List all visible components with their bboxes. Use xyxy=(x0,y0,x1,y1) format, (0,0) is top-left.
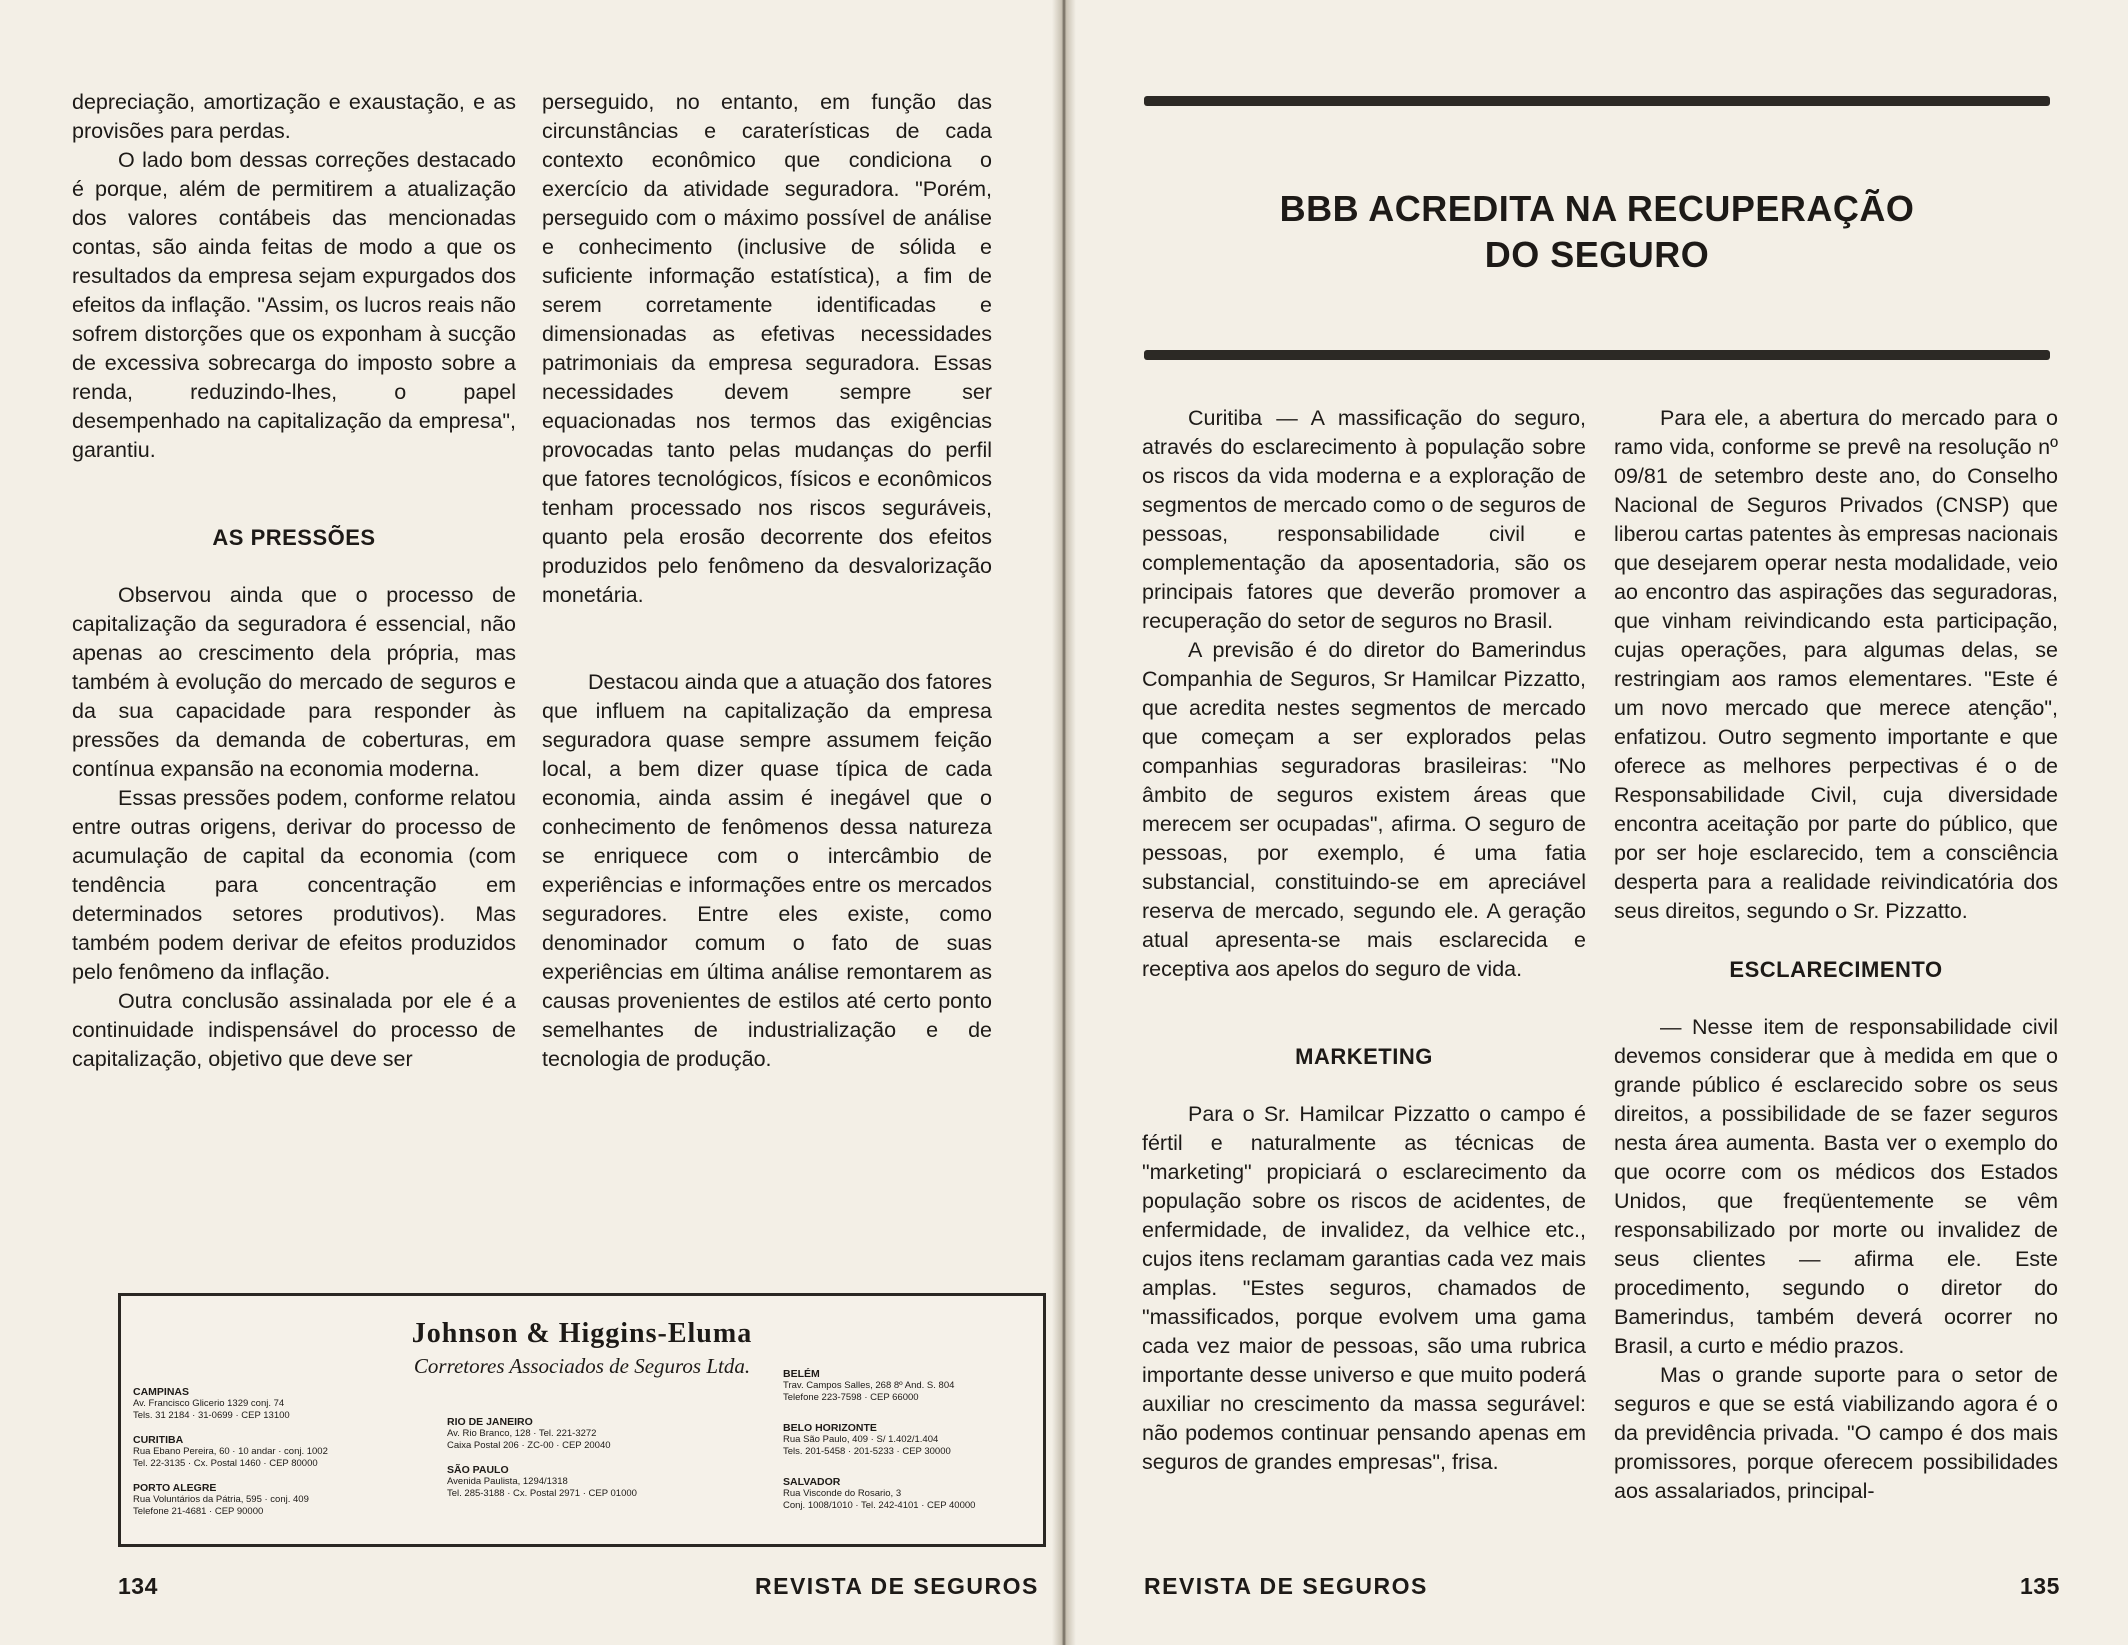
title-rule-top xyxy=(1144,96,2050,106)
book-gutter xyxy=(1052,0,1076,1645)
paragraph: Essas pressões podem, conforme relatou entre outras origens, derivar do processo de acumulação de capital da economia (com tendência para concentração em determinados setores produtivos). Mas também podem derivar de efeitos produzidos pelo fenômeno da inflação. xyxy=(72,786,516,984)
office-address: BELO HORIZONTE Rua São Paulo, 409 · S/ 1.402/1.404 Tels. 201-5458 · 201-5233 · CEP 30000 xyxy=(783,1422,951,1457)
left-column-2 xyxy=(542,88,992,1074)
office-address: RIO DE JANEIRO Av. Rio Branco, 128 · Tel. 221-3272 Caixa Postal 206 · ZC-00 · CEP 20040 xyxy=(447,1416,611,1451)
right-column-2 xyxy=(1614,404,2058,1506)
advertisement-box xyxy=(118,1293,1046,1547)
section-heading-esclarecimento: ESCLARECIMENTO xyxy=(1729,957,1943,982)
paragraph: A previsão é do diretor do Bamerindus Companhia de Seguros, Sr Hamilcar Pizzatto, que acredita nestes segmentos de mercado que começam a ser explorados pelas companhias seguradoras brasileiras: "No âmbito de seguros existem áreas que merecem ser ocupadas", afirma. O seguro de pessoas, por exemplo, é uma fatia substancial, constituindo-se em apreciável reserva de mercado, segundo ele. A geração atual apresenta-se mais esclarecida e receptiva aos apelos do seguro de vida. xyxy=(1142,638,1586,981)
paragraph: O lado bom dessas correções destacado é porque, além de permitirem a atualização dos valores contábeis das mencionadas contas, são ainda feitas de modo a que os resultados da empresa sejam expurgados dos efeitos da inflação. "Assim, os lucros reais não sofrem distorções que os exponham à sucção de excessiva sobrecarga do imposto sobre a renda, reduzindo-lhes, o papel desempenhado na capitalização da empresa", garantiu. xyxy=(72,148,516,462)
magazine-name-left: REVISTA DE SEGUROS xyxy=(755,1573,1039,1599)
paragraph: Mas o grande suporte para o setor de seguros e que se está viabilizando agora é o da previdência privada. "O campo é dos mais promissores, porque oferecem possibilidades aos assalariados, principal- xyxy=(1614,1363,2058,1503)
paragraph: Observou ainda que o processo de capitalização da seguradora é essencial, não apenas ao crescimento dela própria, mas também à evolução do mercado de seguros e da sua capacidade para responder às pressões da demanda de coberturas, em contínua expansão na economia moderna. xyxy=(72,583,516,781)
paragraph: Para ele, a abertura do mercado para o ramo vida, conforme se prevê na resolução nº 09/81 de setembro deste ano, do Conselho Nacional de Seguros Privados (CNSP) que liberou cartas patentes às empresas nacionais que desejarem operar nesta modalidade, veio ao encontro das aspirações das seguradoras, que vinham reivindicando esta participação, cujas operações, para algumas delas, se restringiam aos ramos elementares. "Este é um novo mercado que merece atenção", enfatizou. Outro segmento importante e que oferece as melhores perpectivas é o de Responsabilidade Civil, cuja diversidade encontra aceitação por parte do público, que por ser hoje esclarecido, tem a consciência desperta para a realidade reivindicatória dos seus direitos, segundo o Sr. Pizzatto. xyxy=(1614,406,2058,923)
paragraph: Destacou ainda que a atuação dos fatores que influem na capitalização da empresa seguradora quase sempre assumem feição local, a bem dizer quase típica de cada economia, ainda assim é inegável que o conhecimento de fenômenos dessa natureza se enriquece com o intercâmbio de experiências e informações entre os mercados seguradores. Entre eles existe, como denominador comum o fato de suas experiências em última análise remontarem as causas provenientes de estilos até certo ponto semelhantes de industrialização e de tecnologia de produção. xyxy=(542,670,993,1071)
section-heading-marketing: MARKETING xyxy=(1295,1044,1433,1069)
page-number-right: 135 xyxy=(2020,1573,2060,1599)
paragraph: Para o Sr. Hamilcar Pizzatto o campo é fértil e naturalmente as técnicas de "marketing" propiciará o esclarecimento da população sobre os riscos de acidentes, de enfermidade, de invalidez, da velhice etc., cujos itens reclamam garantias cada vez mais amplas. "Estes seguros, chamados de "massificados, porque evolvem uma gama cada vez maior de pessoas, são uma rubrica importante desse universo e que muito poderá auxiliar no crescimento da massa segurável: não podemos continuar pensando apenas em seguros de grandes empresas", frisa. xyxy=(1142,1102,1586,1474)
page-number-left: 134 xyxy=(118,1573,158,1599)
article-title: BBB ACREDITA NA RECUPERAÇÃO DO SEGURO xyxy=(1279,188,1915,275)
title-rule-bottom xyxy=(1144,350,2050,360)
office-address: SÃO PAULO Avenida Paulista, 1294/1318 Tel. 285-3188 · Cx. Postal 2971 · CEP 01000 xyxy=(447,1464,637,1499)
office-address: BELÉM Trav. Campos Salles, 268 8º And. S. 804 Telefone 223-7598 · CEP 66000 xyxy=(783,1368,955,1403)
paragraph: depreciação, amortização e exaustação, e as provisões para perdas. xyxy=(72,90,516,143)
ad-company-name: Johnson & Higgins-Eluma xyxy=(411,1318,753,1349)
paragraph: Curitiba — A massificação do seguro, através do esclarecimento à população sobre os riscos da vida moderna e a exploração de segmentos de mercado como o de seguros de pessoas, responsabilidade civil e complementação da aposentadoria, são os principais fatores que deverão promover a recuperação do setor de seguros no Brasil. xyxy=(1142,406,1586,633)
right-column-1 xyxy=(1142,404,1586,1477)
paragraph: — Nesse item de responsabilidade civil devemos considerar que à medida em que o grande público é esclarecido sobre os seus direitos, a possibilidade de se fazer seguros nesta área aumenta. Basta ver o exemplo do que ocorre com os médicos dos Estados Unidos, que freqüentemente se vêm responsabilizado por morte ou invalidez de seus clientes — afirma ele. Este procedimento, segundo o diretor do Bamerindus, também deverá ocorrer no Brasil, a curto e médio prazos. xyxy=(1614,1015,2058,1358)
office-address: CAMPINAS Av. Francisco Glicerio 1329 conj. 74 Tels. 31 2184 · 31-0699 · CEP 13100 xyxy=(133,1386,290,1421)
office-address: CURITIBA Rua Ebano Pereira, 60 · 10 andar · conj. 1002 Tel. 22-3135 · Cx. Postal 1460 · CEP 80000 xyxy=(133,1434,328,1469)
section-heading-pressoes: AS PRESSÕES xyxy=(212,525,376,550)
magazine-name-right: REVISTA DE SEGUROS xyxy=(1144,1573,1428,1599)
office-address: SALVADOR Rua Visconde do Rosario, 3 Conj. 1008/1010 · Tel. 242-4101 · CEP 40000 xyxy=(783,1476,976,1511)
paragraph: perseguido, no entanto, em função das circunstâncias e caraterísticas de cada contexto econômico que condiciona o exercício da atividade seguradora. "Porém, perseguido com o máximo possível de análise e conhecimento (inclusive de sólida e suficiente informação estatística), a fim de serem corretamente identificadas e dimensionadas as efetivas necessidades patrimoniais da empresa seguradora. Essas necessidades devem sempre ser equacionadas nos termos das exigências provocadas tanto pelas mudanças do perfil que fatores tecnológicos, físicos e econômicos tenham processado nos riscos seguráveis, quanto pela erosão decorrente dos efeitos produzidos pelo fenômeno da desvalorização monetária. xyxy=(542,90,992,607)
office-address: PORTO ALEGRE Rua Voluntários da Pátria, 595 · conj. 409 Telefone 21-4681 · CEP 90000 xyxy=(133,1482,309,1517)
left-column-1 xyxy=(72,88,516,1074)
paragraph: Outra conclusão assinalada por ele é a continuidade indispensável do processo de capitalização, objetivo que deve ser xyxy=(72,989,516,1071)
ad-company-subtitle: Corretores Associados de Seguros Ltda. xyxy=(413,1354,751,1378)
